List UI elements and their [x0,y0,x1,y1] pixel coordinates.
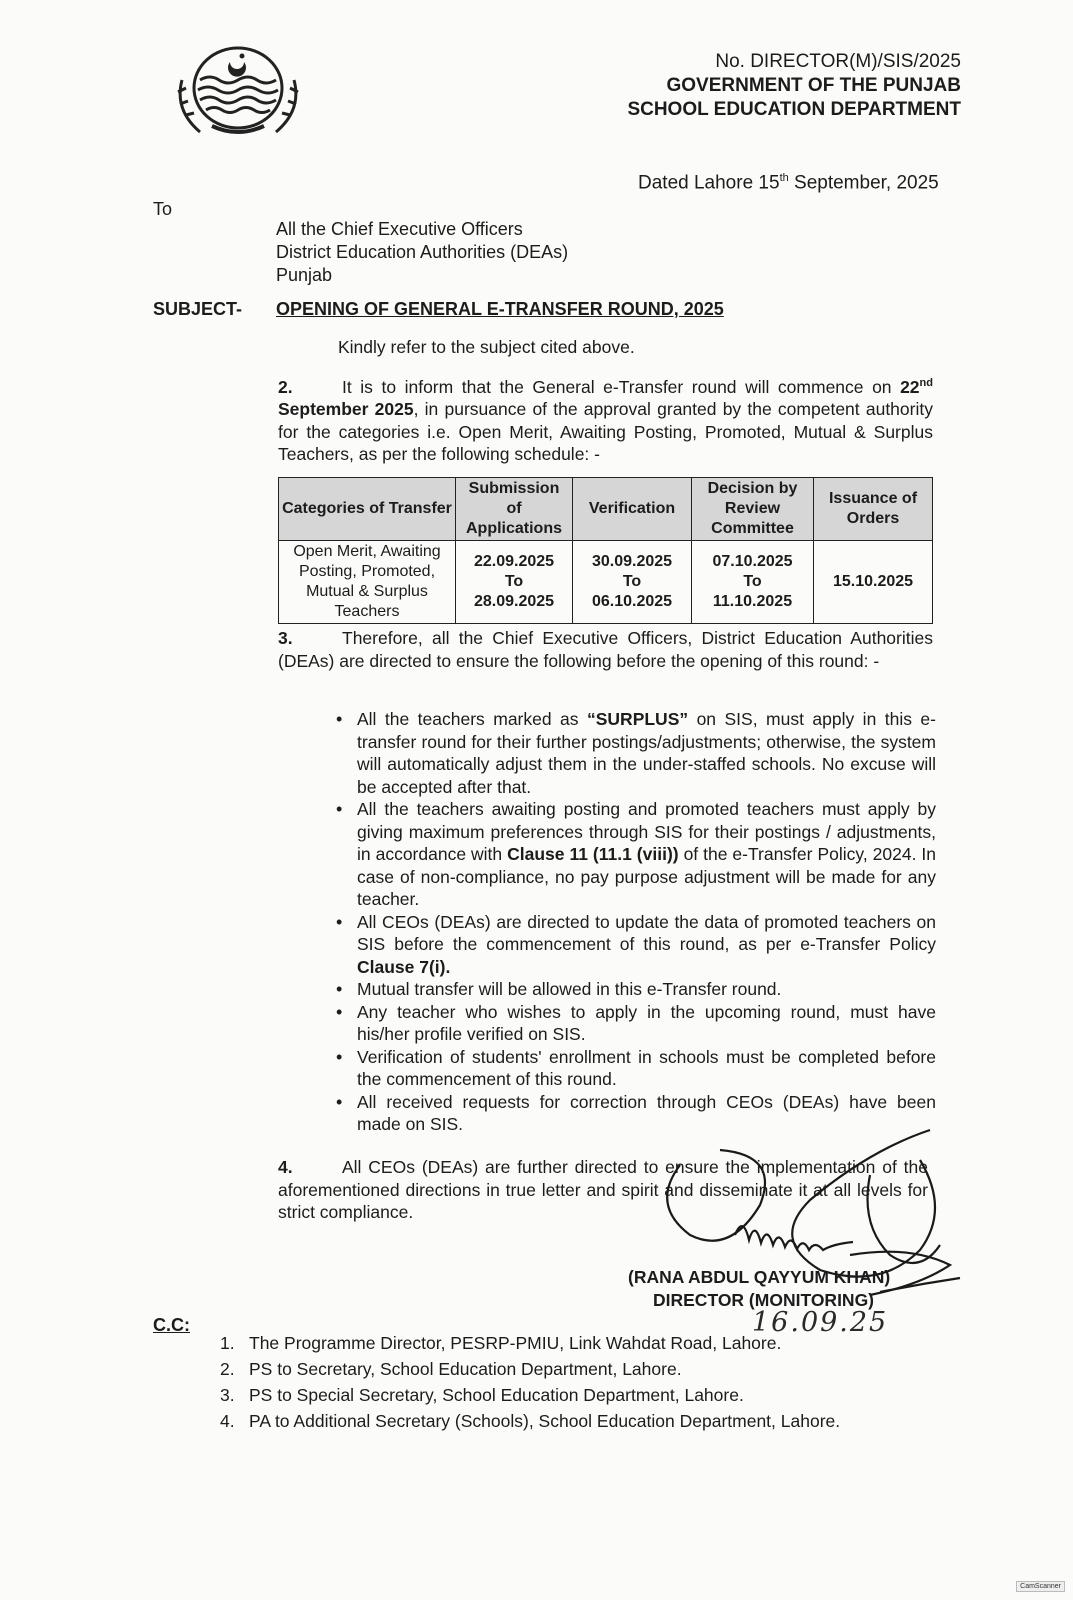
table-header-cell: Categories of Transfer [279,478,456,541]
letterhead [627,50,961,122]
to-label: To [153,199,173,219]
list-item: 4. PA to Additional Secretary (Schools), School Education Department, Lahore. [220,1411,841,1431]
department-name: SCHOOL EDUCATION DEPARTMENT [627,99,961,120]
category-cell: Open Merit, Awaiting Posting, Promoted, Mutual & Surplus Teachers [279,541,456,624]
paragraph-3: 3. Therefore, all the Chief Executive Officers, District Education Authorities (DEAs) are directed to ensure the following before the opening of this round: - [278,628,933,671]
subject-label: SUBJECT- [153,299,243,319]
verification-cell: 30.09.2025 To 06.10.2025 [573,541,692,624]
list-item: 1. The Programme Director, PESRP-PMIU, Link Wahdat Road, Lahore. [220,1333,782,1353]
list-item: • All the teachers marked as “SURPLUS” on SIS, must apply in this e-transfer round for their further postings/adjustments; otherwise, the system will automatically adjust them in the under-staffed schools. No excuse will be accepted after that. [336,708,936,798]
issuance-cell: 15.10.2025 [814,541,933,624]
table-header-cell: Verification [573,478,692,541]
table-header-cell: Submission of Applications [456,478,573,541]
list-item: • Mutual transfer will be allowed in this e-Transfer round. [336,978,936,1001]
directive-list [336,708,936,1136]
table-row [279,541,933,624]
list-item: • All received requests for correction through CEOs (DEAs) have been made on SIS. [336,1091,936,1136]
reference-number: No. DIRECTOR(M)/SIS/2025 [715,51,961,72]
list-item: • All CEOs (DEAs) are directed to update the data of promoted teachers on SIS before the commencement of this round, as per e-Transfer Policy Clause 7(i). [336,911,936,979]
list-item: 3. PS to Special Secretary, School Education Department, Lahore. [220,1385,744,1405]
signatory-name: (RANA ABDUL QAYYUM KHAN) [628,1267,891,1287]
handwritten-date: 16.09.25 [752,1307,889,1338]
cc-list [220,1330,980,1434]
subject-text: OPENING OF GENERAL E-TRANSFER ROUND, 2025 [276,299,724,319]
table-header-cell: Issuance of Orders [814,478,933,541]
punjab-government-crest [168,40,308,140]
signatory-block [628,1266,890,1312]
cc-label: C.C: [153,1315,190,1335]
letter-date: Dated Lahore 15th September, 2025 [638,172,939,194]
table-header-row [279,478,933,541]
paragraph-4: 4. All CEOs (DEAs) are further directed to ensure the implementation of the aforementioned directions in true letter and spirit and disseminate it at all levels for strict compliance. [278,1157,928,1222]
scanner-watermark: CamScanner [1016,1581,1065,1592]
list-item: • Any teacher who wishes to apply in the upcoming round, must have his/her profile verified on SIS. [336,1001,936,1046]
submission-cell: 22.09.2025 To 28.09.2025 [456,541,573,624]
table-header-cell: Decision by Review Committee [692,478,814,541]
decision-cell: 07.10.2025 To 11.10.2025 [692,541,814,624]
list-item: • All the teachers awaiting posting and promoted teachers must apply by giving maximum preferences through SIS for their postings / adjustments, in accordance with Clause 11 (11.1 (viii)) of the e-Transfer Policy, 2024. In case of non-compliance, no pay purpose adjustment will be made for any teacher. [336,798,936,911]
intro-line: Kindly refer to the subject cited above. [338,337,635,357]
list-item: • Verification of students' enrollment in schools must be completed before the commencement of this round. [336,1046,936,1091]
signatory-designation: DIRECTOR (MONITORING) [653,1290,875,1310]
paragraph-2: 2. It is to inform that the General e-Transfer round will commence on 22nd September 2025, in pursuance of the approval granted by the competent authority for the categories i.e. Open Merit, Awaiting Posting, Promoted, Mutual & Surplus Teachers, as per the following schedule: - [278,376,933,465]
recipient-address: All the Chief Executive Officers District Education Authorities (DEAs) Punjab [276,219,569,285]
list-item: 2. PS to Secretary, School Education Department, Lahore. [220,1359,682,1379]
transfer-schedule-table [278,477,933,624]
government-name: GOVERNMENT OF THE PUNJAB [666,75,961,96]
